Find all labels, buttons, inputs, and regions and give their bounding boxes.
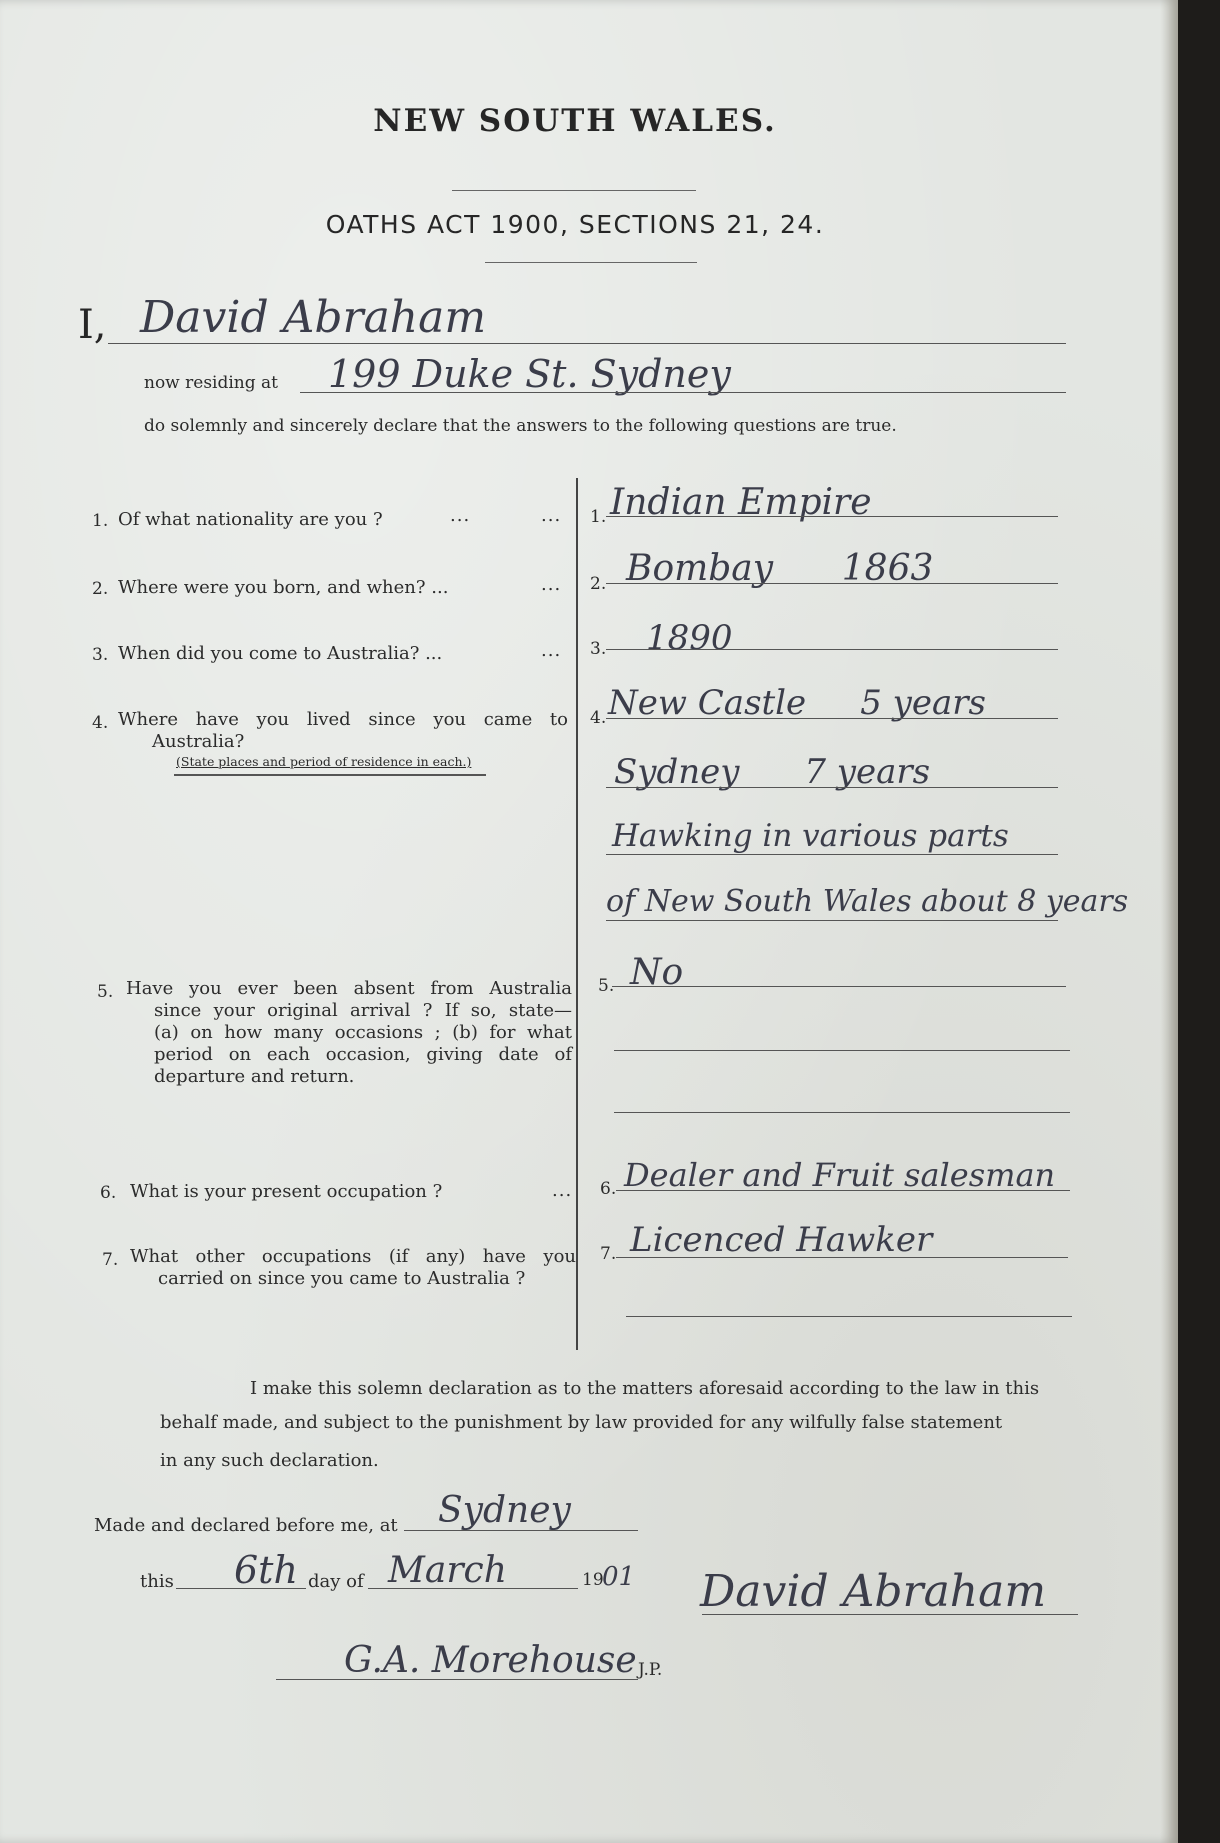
question-5-number: 5.: [97, 982, 114, 1002]
jp-label: J.P.: [638, 1660, 663, 1680]
question-3-dots: ...: [541, 640, 562, 661]
answer-3-line: [606, 649, 1058, 650]
answer-4-rule1: [606, 718, 1058, 719]
question-7-number: 7.: [102, 1250, 119, 1270]
column-divider: [576, 478, 578, 1350]
declaration-statement: do solemnly and sincerely declare that the answers to the following questions are true.: [144, 416, 897, 436]
answer-7-text: Licenced Hawker: [630, 1220, 933, 1260]
declarant-prefix: I,: [78, 302, 107, 348]
question-7-text-line1: What other occupations (if any) have you: [130, 1246, 576, 1267]
answer-5-rule3: [614, 1112, 1070, 1113]
subtitle-rule: [485, 262, 697, 263]
closing-line-3: in any such declaration.: [160, 1450, 379, 1471]
day-line: [176, 1588, 306, 1589]
address-line: [300, 392, 1066, 393]
answer-3-text: 1890: [646, 618, 733, 658]
answer-4-number: 4.: [590, 708, 607, 728]
signature-line: [702, 1614, 1078, 1615]
question-2-number: 2.: [92, 579, 109, 599]
form-title: NEW SOUTH WALES.: [373, 103, 777, 139]
answer-5-rule2: [614, 1050, 1070, 1051]
declarant-signature: David Abraham: [700, 1566, 1047, 1617]
question-7-text-line2: carried on since you came to Australia ?: [158, 1268, 526, 1289]
answer-2-line: [606, 583, 1058, 584]
answer-5-rule1: [612, 986, 1066, 987]
question-6-text: What is your present occupation ?: [130, 1181, 443, 1202]
declared-day: 6th: [234, 1548, 298, 1592]
answer-4-line2: Sydney 7 years: [614, 752, 931, 792]
question-1-dots-a: ...: [450, 505, 471, 526]
answer-4-line3: Hawking in various parts: [612, 818, 1009, 854]
question-1-dots-b: ...: [541, 505, 562, 526]
question-1-number: 1.: [92, 511, 109, 531]
answer-2-number: 2.: [590, 574, 607, 594]
answer-5-number: 5.: [598, 976, 615, 996]
jp-signature: G.A. Morehouse: [344, 1640, 637, 1681]
question-5-text-line5: departure and return.: [154, 1066, 355, 1087]
jp-signature-line: [276, 1679, 638, 1680]
question-5-text-line1: Have you ever been absent from Australia: [126, 978, 572, 999]
form-subtitle: OATHS ACT 1900, SECTIONS 21, 24.: [325, 210, 825, 239]
month-line: [368, 1588, 578, 1589]
answer-5-text: No: [630, 952, 684, 993]
this-label: this: [140, 1571, 174, 1592]
question-2-text: Where were you born, and when? ...: [118, 577, 449, 598]
answer-1-text: Indian Empire: [610, 482, 872, 523]
made-declared-place: Sydney: [438, 1490, 571, 1531]
answer-4-line4: of New South Wales about 8 years: [606, 884, 1129, 919]
answer-4-rule4: [606, 920, 1058, 921]
name-line: [108, 343, 1066, 344]
answer-6-text: Dealer and Fruit salesman: [624, 1156, 1056, 1194]
question-2-dots: ...: [541, 574, 562, 595]
declarant-name: David Abraham: [140, 292, 487, 343]
day-of-label: day of: [308, 1571, 364, 1592]
declarant-address: 199 Duke St. Sydney: [328, 352, 731, 396]
made-declared-label: Made and declared before me, at: [94, 1515, 398, 1536]
answer-2-text: Bombay 1863: [626, 548, 934, 589]
paper-edge-shadow: [1160, 0, 1178, 1843]
question-5-text-line4: period on each occasion, giving date of: [154, 1044, 572, 1065]
question-4-text-line1: Where have you lived since you came to: [118, 709, 568, 730]
answer-7-rule2: [626, 1316, 1072, 1317]
answer-4-line1: New Castle 5 years: [608, 683, 986, 723]
question-5-text-line2: since your original arrival ? If so, state—: [154, 1000, 572, 1021]
question-6-number: 6.: [100, 1183, 117, 1203]
answer-1-line: [606, 516, 1058, 517]
answer-3-number: 3.: [590, 639, 607, 659]
question-3-number: 3.: [92, 645, 109, 665]
question-3-text: When did you come to Australia? ...: [118, 643, 443, 664]
answer-6-line: [616, 1190, 1070, 1191]
year-suffix: 01: [602, 1562, 636, 1592]
question-5-text-line3: (a) on how many occasions ; (b) for what: [154, 1022, 572, 1043]
question-4-note: (State places and period of residence in each.): [176, 754, 472, 769]
declared-month: March: [388, 1550, 507, 1591]
answer-1-number: 1.: [590, 507, 607, 527]
question-4-note-underline: [174, 774, 486, 776]
answer-7-rule1: [616, 1257, 1068, 1258]
residing-label: now residing at: [144, 373, 279, 393]
title-rule: [452, 190, 696, 191]
question-4-number: 4.: [92, 713, 109, 733]
answer-4-rule3: [606, 854, 1058, 855]
question-4-text-line2: Australia?: [152, 731, 245, 752]
question-1-text: Of what nationality are you ?: [118, 509, 383, 530]
answer-6-number: 6.: [600, 1179, 617, 1199]
answer-4-rule2: [606, 787, 1058, 788]
closing-line-2: behalf made, and subject to the punishment by law provided for any wilfully false statement: [160, 1412, 1003, 1433]
question-6-dots: ...: [552, 1180, 573, 1201]
closing-line-1: I make this solemn declaration as to the matters aforesaid according to the law in this: [250, 1378, 1040, 1399]
answer-7-number: 7.: [600, 1244, 617, 1264]
place-line: [404, 1530, 638, 1531]
year-prefix: 19: [582, 1570, 604, 1590]
